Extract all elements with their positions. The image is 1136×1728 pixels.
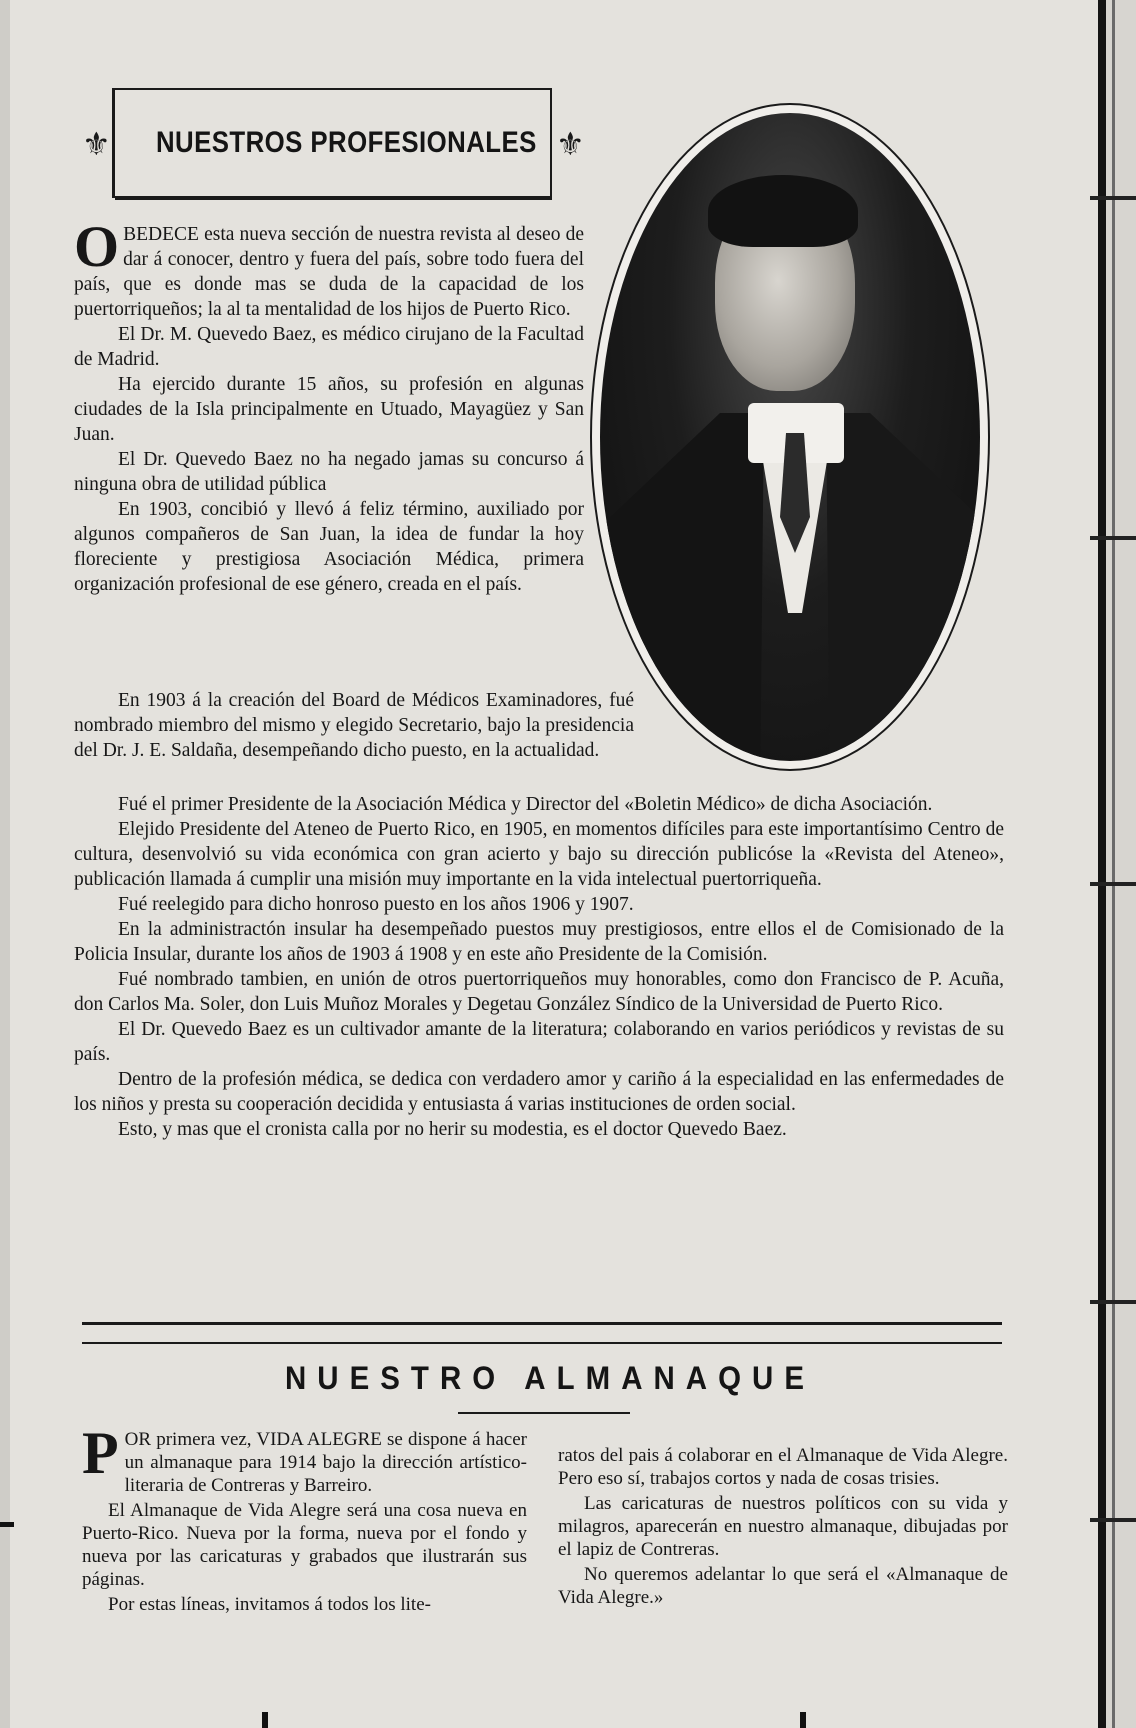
section-divider-bottom — [82, 1342, 1002, 1344]
paragraph: POR primera vez, VIDA ALEGRE se dispone á hacer un almanaque para 1914 bajo la dirección artístico-literaria de Contreras y Barreiro. — [82, 1420, 527, 1496]
paragraph: No queremos adelantar lo que será el «Almanaque de Vida Alegre.» — [558, 1564, 1008, 1608]
paragraph: El Almanaque de Vida Alegre será una cosa nueva en Puerto-Rico. Nueva por la forma, nueva por el fondo y nueva por las caricaturas y grabados que ilustrarán sus páginas. — [82, 1500, 527, 1590]
paragraph: OBEDECE esta nueva sección de nuestra revista al deseo de dar á conocer, dentro y fuera del país, sobre todo fuera del país, que es donde mas se duda de la capacidad de los puertorriqueños; la al ta mentalidad de los hijos de Puerto Rico. — [74, 214, 584, 320]
drop-cap: O — [74, 214, 120, 279]
portrait-photo — [590, 103, 990, 771]
article-body-wide — [74, 792, 1004, 1142]
almanaque-right-column — [558, 1444, 1008, 1609]
fleuron-right-icon: ⚜ — [556, 125, 585, 163]
paragraph: Esto, y mas que el cronista calla por no herir su modestia, es el doctor Quevedo Baez. — [118, 1119, 787, 1140]
paragraph: Elejido Presidente del Ateneo de Puerto Rico, en 1905, en momentos difíciles para este importantísimo Centro de cultura, desenvolvió su vida económica con gran acierto y bajo su dirección publicóse la «Revista del Ateneo», publicación llamada á cumplir una misión muy importante en la vida intelectual puertorriqueña. — [74, 819, 1004, 890]
drop-cap: P — [82, 1420, 119, 1486]
title-underline — [458, 1412, 630, 1414]
binding-mark — [0, 1522, 14, 1527]
stitch-mark — [1090, 196, 1136, 200]
paragraph: El Dr. Quevedo Baez es un cultivador amante de la literatura; colaborando en varios periódicos y revistas de su país. — [74, 1019, 1004, 1065]
binding-thread — [1112, 0, 1115, 1728]
article-body-narrow — [74, 214, 584, 597]
stitch-mark — [1090, 1300, 1136, 1304]
article-body-mid — [74, 688, 634, 763]
fleuron-left-icon: ⚜ — [82, 125, 111, 163]
article-title: NUESTROS PROFESIONALES — [156, 126, 537, 159]
paragraph: Ha ejercido durante 15 años, su profesión en algunas ciudades de la Isla principalmente en Utuado, Mayagüez y San Juan. — [74, 374, 584, 445]
section-divider-top — [82, 1322, 1002, 1325]
paragraph: El Dr. Quevedo Baez no ha negado jamas su concurso á ninguna obra de utilidad pública — [74, 449, 584, 495]
stitch-mark — [1090, 1518, 1136, 1522]
scan-mark — [800, 1712, 806, 1728]
portrait-image — [600, 113, 980, 761]
paragraph: En 1903 á la creación del Board de Médicos Examinadores, fué nombrado miembro del mismo y elegido Secretario, bajo la presidencia del Dr. J. E. Saldaña, desempeñando dicho puesto, en la actualidad. — [74, 690, 634, 761]
paragraph: Dentro de la profesión médica, se dedica con verdadero amor y cariño á la especialidad en las enfermedades de los niños y presta su cooperación decidida y entusiasta á varias instituciones de orden social. — [74, 1069, 1004, 1115]
scan-mark — [262, 1712, 268, 1728]
paragraph: Las caricaturas de nuestros políticos con su vida y milagros, aparecerán en nuestro almanaque, dibujadas por el lapiz de Contreras. — [558, 1493, 1008, 1560]
stitch-mark — [1090, 536, 1136, 540]
paragraph: Por estas líneas, invitamos á todos los lite- — [108, 1594, 431, 1615]
paragraph: ratos del pais á colaborar en el Almanaque de Vida Alegre. Pero eso sí, trabajos cortos y nada de cosas trisies. — [558, 1445, 1008, 1489]
paragraph: Fué nombrado tambien, en unión de otros puertorriqueños muy honorables, como don Francisco de P. Acuña, don Carlos Ma. Soler, don Luis Muñoz Morales y Degetau González Síndico de la Universidad de Puerto Rico. — [74, 969, 1004, 1015]
page-left-edge — [0, 0, 10, 1728]
paragraph: Fué reelegido para dicho honroso puesto en los años 1906 y 1907. — [118, 894, 634, 915]
paragraph: En la administractón insular ha desempeñado puestos muy prestigiosos, entre ellos el de Comisionado de la Policia Insular, durante los años de 1903 á 1908 y en este año Presidente de la Comisión. — [74, 919, 1004, 965]
binding-edge — [1098, 0, 1106, 1728]
paragraph: Fué el primer Presidente de la Asociación Médica y Director del «Boletin Médico» de dicha Asociación. — [118, 794, 933, 815]
almanaque-left-column — [82, 1420, 527, 1616]
paragraph: En 1903, concibió y llevó á feliz término, auxiliado por algunos compañeros de San Juan, la idea de fundar la hoy floreciente y prestigiosa Asociación Médica, primera organización profesional de ese género, creada en el país. — [74, 499, 584, 595]
section-title: NUESTRO ALMANAQUE — [284, 1360, 816, 1396]
stitch-mark — [1090, 882, 1136, 886]
paragraph: El Dr. M. Quevedo Baez, es médico cirujano de la Facultad de Madrid. — [74, 324, 584, 370]
